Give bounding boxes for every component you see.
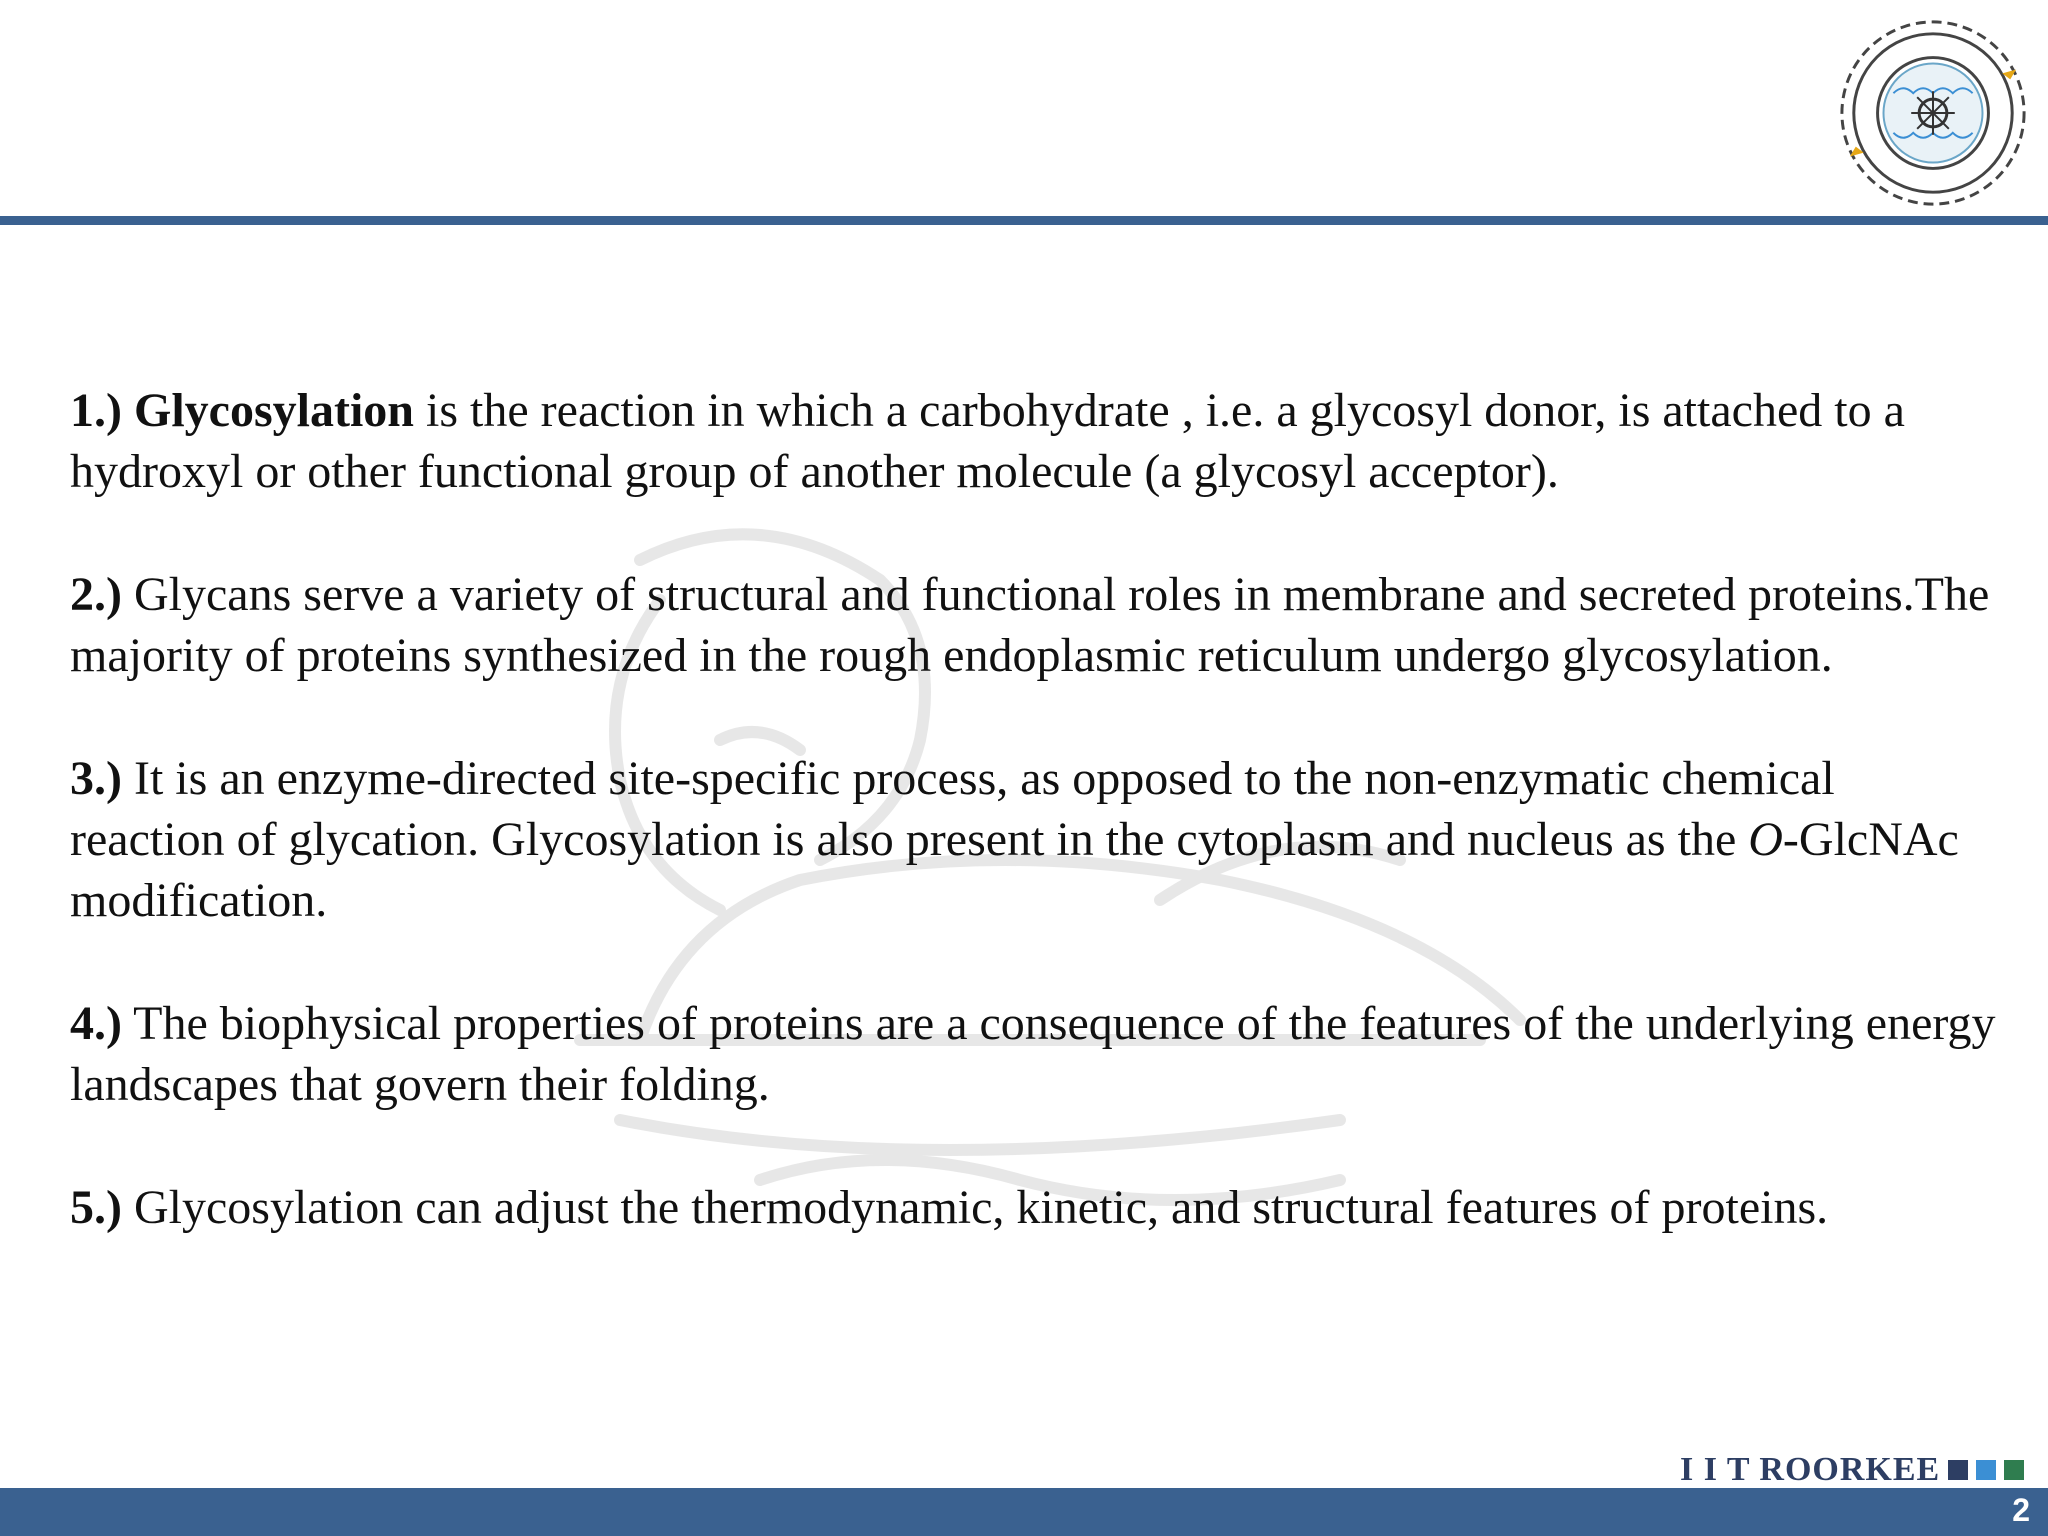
slide-content <box>70 380 2000 1300</box>
point-text: The biophysical properties of proteins are a consequence of the features of the underlying energy landscapes that govern their folding. <box>70 997 1996 1111</box>
point-number: 3.) <box>70 752 122 805</box>
point-text: is the reaction in which a carbohydrate , i.e. a glycosyl donor, is attached to a hydroxyl or other functional group of another molecule (a glycosyl acceptor). <box>70 384 1905 498</box>
iit-roorkee-logo <box>1826 14 2040 212</box>
point-4 <box>70 993 2000 1115</box>
point-1 <box>70 380 2000 502</box>
footer-bar <box>0 1488 2048 1536</box>
point-lead-term: Glycosylation <box>133 384 414 437</box>
point-2 <box>70 564 2000 686</box>
point-5 <box>70 1177 2000 1238</box>
footer-brand <box>1680 1450 2024 1490</box>
point-number: 1.) <box>70 384 122 437</box>
point-text: It is an enzyme-directed site-specific process, as opposed to the non-enzymatic chemical reaction of glycation. Glycosylation is also present in the cytoplasm and nucleus as the <box>70 752 1835 866</box>
brand-text: I I T ROORKEE <box>1680 1451 1941 1488</box>
point-number: 4.) <box>70 997 122 1050</box>
point-text-after: -GlcNAc modification. <box>70 813 1959 927</box>
header-rule <box>0 216 2048 225</box>
point-number: 5.) <box>70 1181 122 1234</box>
point-text: Glycosylation can adjust the thermodynamic, kinetic, and structural features of proteins. <box>121 1181 1829 1234</box>
point-italic-text: O <box>1748 813 1783 866</box>
point-number: 2.) <box>70 568 122 621</box>
point-text: Glycans serve a variety of structural and functional roles in membrane and secreted proteins.The majority of proteins synthesized in the rough endoplasmic reticulum undergo glycosylation. <box>70 568 1990 682</box>
point-3 <box>70 748 2000 931</box>
brand-square-blue <box>1976 1460 1996 1480</box>
brand-square-dark <box>1948 1460 1968 1480</box>
page-number: 2 <box>2012 1492 2030 1528</box>
brand-square-green <box>2004 1460 2024 1480</box>
